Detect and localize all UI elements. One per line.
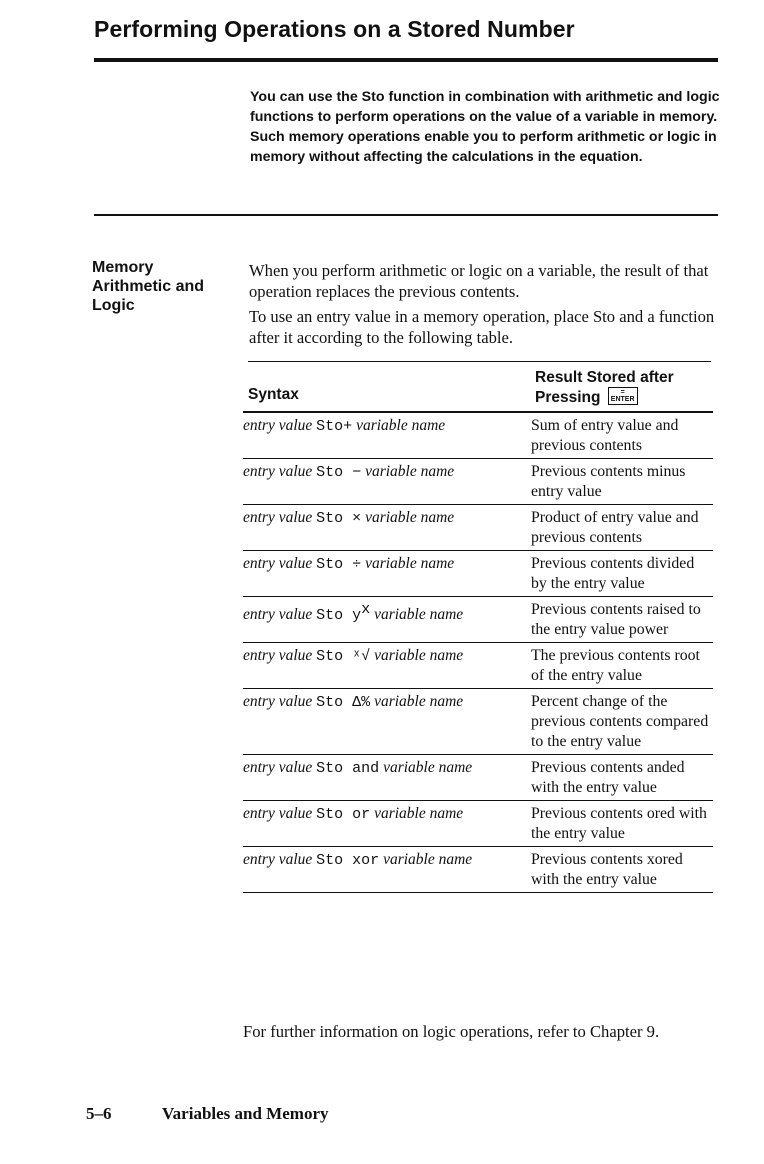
enter-key-icon bbox=[608, 387, 638, 405]
table-row bbox=[243, 643, 713, 689]
variable-name-text: variable name bbox=[365, 509, 455, 526]
page-title: Performing Operations on a Stored Number bbox=[94, 16, 575, 42]
variable-name-text: variable name bbox=[356, 417, 446, 434]
column-header-result-line1: Result Stored after bbox=[535, 369, 674, 386]
result-cell: Previous contents minus entry value bbox=[531, 463, 686, 500]
column-header-result-line2: Pressing bbox=[535, 389, 601, 406]
table-row bbox=[243, 551, 713, 597]
result-cell: Previous contents anded with the entry value bbox=[531, 759, 685, 796]
sto-operator: Sto+ bbox=[316, 418, 353, 435]
body-paragraph-2: To use an entry value in a memory operation, place Sto and a function after it according to the following table. bbox=[249, 307, 715, 347]
syntax-cell bbox=[243, 462, 531, 502]
result-cell: Product of entry value and previous contents bbox=[531, 509, 699, 546]
variable-name-text: variable name bbox=[365, 555, 455, 572]
column-header-syntax: Syntax bbox=[248, 386, 299, 403]
entry-value-text: entry value bbox=[243, 417, 313, 434]
table-row bbox=[243, 801, 713, 847]
variable-name-text: variable name bbox=[374, 606, 464, 624]
variable-name-text: variable name bbox=[383, 759, 473, 776]
intro-paragraph: You can use the Sto function in combination with arithmetic and logic functions to perform operations on the value of a variable in memory. Such memory operations enable you to perform arithmetic or logic in memory without affecting the calculations in the equation. bbox=[250, 89, 720, 165]
table-row bbox=[243, 505, 713, 551]
footer-paragraph: For further information on logic operations, refer to Chapter 9. bbox=[243, 1022, 660, 1041]
syntax-cell bbox=[243, 804, 531, 844]
entry-value-text: entry value bbox=[243, 759, 313, 776]
column-header-result-line2-wrap bbox=[535, 387, 674, 407]
result-cell: Previous contents divided by the entry value bbox=[531, 555, 695, 592]
entry-value-text: entry value bbox=[243, 463, 313, 480]
result-cell: Previous contents xored with the entry value bbox=[531, 851, 683, 888]
result-cell: Previous contents ored with the entry value bbox=[531, 805, 707, 842]
variable-name-text: variable name bbox=[374, 805, 464, 822]
sto-operator: Sto − bbox=[316, 464, 362, 481]
memory-operations-table bbox=[243, 361, 713, 893]
syntax-cell bbox=[243, 850, 531, 890]
enter-key-label: ENTER bbox=[610, 396, 635, 403]
page-number: 5–6 bbox=[86, 1104, 112, 1123]
syntax-cell bbox=[243, 646, 531, 686]
sto-operator: Sto and bbox=[316, 760, 380, 777]
variable-name-text: variable name bbox=[374, 693, 464, 710]
result-cell: Sum of entry value and previous contents bbox=[531, 417, 679, 454]
table-body bbox=[243, 413, 713, 893]
section-heading: Memory Arithmetic and Logic bbox=[92, 259, 205, 314]
entry-value-text: entry value bbox=[243, 647, 313, 664]
body-paragraph-1: When you perform arithmetic or logic on a variable, the result of that operation replaces the previous contents. bbox=[249, 261, 709, 301]
syntax-cell bbox=[243, 416, 531, 456]
table-row bbox=[243, 459, 713, 505]
entry-value-text: entry value bbox=[243, 693, 313, 710]
entry-value-text: entry value bbox=[243, 606, 313, 624]
entry-value-text: entry value bbox=[243, 555, 313, 572]
table-row bbox=[243, 413, 713, 459]
operator-superscript: x bbox=[361, 601, 371, 618]
sto-operator: Sto y bbox=[316, 607, 362, 625]
table-row bbox=[243, 597, 713, 643]
enter-key-top: = bbox=[620, 389, 625, 396]
table-row bbox=[243, 689, 713, 755]
sto-operator: Sto ÷ bbox=[316, 556, 362, 573]
result-cell: The previous contents root of the entry value bbox=[531, 647, 700, 684]
entry-value-text: entry value bbox=[243, 805, 313, 822]
syntax-cell bbox=[243, 554, 531, 594]
table-row bbox=[243, 847, 713, 893]
variable-name-text: variable name bbox=[374, 647, 464, 664]
sto-operator: Sto ˣ√ bbox=[316, 648, 371, 665]
syntax-cell bbox=[243, 508, 531, 548]
entry-value-text: entry value bbox=[243, 851, 313, 868]
result-cell: Previous contents raised to the entry value power bbox=[531, 601, 701, 638]
sto-operator: Sto × bbox=[316, 510, 362, 527]
sto-operator: Sto xor bbox=[316, 852, 380, 869]
sto-operator: Sto Δ% bbox=[316, 694, 371, 711]
table-header bbox=[243, 362, 713, 411]
table-row bbox=[243, 755, 713, 801]
variable-name-text: variable name bbox=[383, 851, 473, 868]
title-rule bbox=[94, 58, 718, 62]
variable-name-text: variable name bbox=[365, 463, 455, 480]
syntax-cell bbox=[243, 692, 531, 752]
syntax-cell bbox=[243, 758, 531, 798]
page-footer bbox=[86, 1104, 328, 1124]
column-header-result bbox=[535, 368, 674, 407]
entry-value-text: entry value bbox=[243, 509, 313, 526]
result-cell: Percent change of the previous contents compared to the entry value bbox=[531, 693, 709, 750]
section-rule bbox=[94, 214, 718, 216]
chapter-title: Variables and Memory bbox=[161, 1104, 329, 1123]
sto-operator: Sto or bbox=[316, 806, 371, 823]
syntax-cell bbox=[243, 600, 531, 640]
